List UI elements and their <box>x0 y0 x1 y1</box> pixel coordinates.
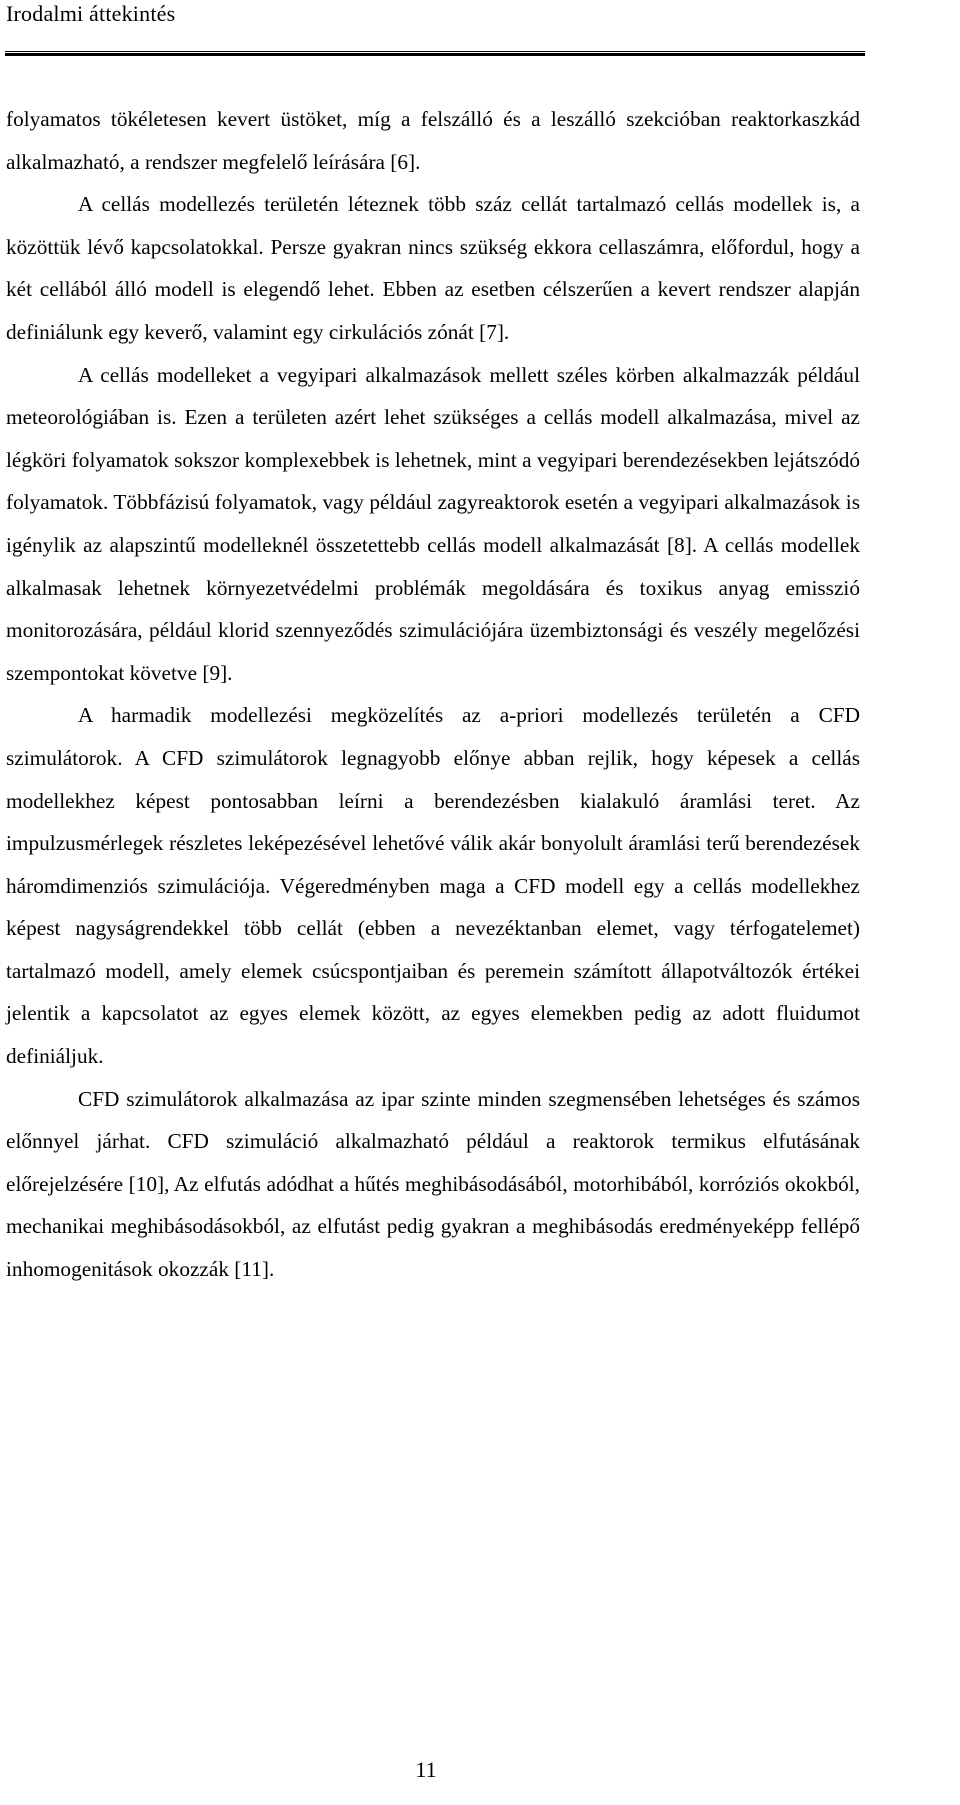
header-rule-thick <box>5 53 865 56</box>
paragraph-cfd-approach: A harmadik modellezési megközelítés az a-priori modellezés területén a CFD szimulátorok. A CFD szimulátorok legnagyobb előnye abban rejlik, hogy képesek a cellás modellekhez képest pontosabban leírni a berendezésben kialakuló áramlási teret. Az impulzusmérlegek részletes leképezésével lehetővé válik akár bonyolult áramlási terű berendezések háromdimenziós szimulációja. Végeredményben maga a CFD modell egy a cellás modellekhez képest nagyságrendekkel több cellát (ebben a nevezéktanban elemet, vagy térfogatelemet) tartalmazó modell, amely elemek csúcspontjaiban és peremein számított állapotváltozók értékei jelentik a kapcsolatot az egyes elemek között, az egyes elemekben pedig az adott fluidumot definiáljuk. <box>6 703 860 1069</box>
paragraph-continuation: folyamatos tökéletesen kevert üstöket, míg a felszálló és a leszálló szekcióban reaktorkaszkád alkalmazható, a rendszer megfelelő leírására [6]. <box>6 107 860 174</box>
body-text <box>6 98 860 1291</box>
paragraph-cell-models: A cellás modellezés területén léteznek több száz cellát tartalmazó cellás modellek is, a közöttük lévő kapcsolatokkal. Persze gyakran nincs szükség ekkora cellaszámra, előfordul, hogy a két cellából álló modell is elegendő lehet. Ebben az esetben célszerűen a kevert rendszer alapján definiálunk egy keverő, valamint egy cirkulációs zónát [7]. <box>6 192 860 344</box>
header-rule-thin <box>5 51 865 52</box>
paragraph-meteorology: A cellás modelleket a vegyipari alkalmazások mellett széles körben alkalmazzák például meteorológiában is. Ezen a területen azért lehet szükséges a cellás modell alkalmazása, mivel az légköri folyamatok sokszor komplexebbek is lehetnek, mint a vegyipari berendezésekben lejátszódó folyamatok. Többfázisú folyamatok, vagy például zagyreaktorok esetén a vegyipari alkalmazások is igénylik az alapszintű modelleknél összetettebb cellás modell alkalmazását [8]. A cellás modellek alkalmasak lehetnek környezetvédelmi problémák megoldására és toxikus anyag emisszió monitorozására, például klorid szennyeződés szimulációjára üzembiztonsági és veszély megelőzési szempontokat követve [9]. <box>6 362 860 685</box>
running-header-title: Irodalmi áttekintés <box>6 1 176 26</box>
page-number: 11 <box>415 1757 437 1782</box>
paragraph-cfd-industry: CFD szimulátorok alkalmazása az ipar szinte minden szegmensében lehetséges és számos előnnyel járhat. CFD szimuláció alkalmazható például a reaktorok termikus elfutásának előrejelzésére [10], Az elfutás adódhat a hűtés meghibásodásából, motorhibából, korróziós okokból, mechanikai meghibásodásokból, az elfutást pedig gyakran a meghibásodás eredményeképp fellépő inhomogenitások okozzák [11]. <box>6 1086 860 1282</box>
